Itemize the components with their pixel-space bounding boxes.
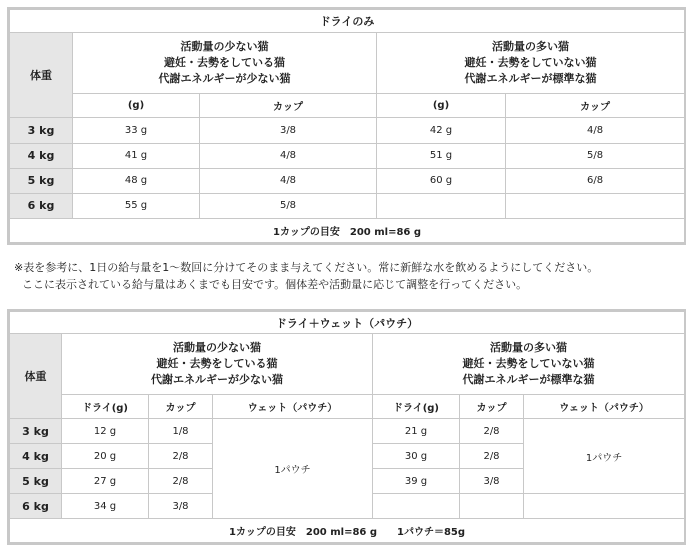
col-cup-high: カップ bbox=[460, 395, 524, 419]
low-cups: 2/8 bbox=[149, 469, 213, 494]
high-grams: 51 g bbox=[377, 143, 506, 168]
high-cups: 2/8 bbox=[460, 444, 524, 469]
row-weight: 5 kg bbox=[10, 469, 62, 494]
high-dry-grams: 39 g bbox=[373, 469, 460, 494]
dry-wet-title: ドライ＋ウェット（パウチ） bbox=[10, 312, 685, 334]
low-grams: 41 g bbox=[73, 143, 200, 168]
high-cups: 6/8 bbox=[506, 168, 685, 193]
col-cup-low: カップ bbox=[200, 94, 377, 118]
row-weight: 5 kg bbox=[10, 168, 73, 193]
high-activity-header: 活動量の多い猫 避妊・去勢をしていない猫 代謝エネルギーが標準な猫 bbox=[373, 334, 685, 395]
col-wet-high: ウェット（パウチ） bbox=[524, 395, 685, 419]
low-activity-header: 活動量の少ない猫 避妊・去勢をしている猫 代謝エネルギーが少ない猫 bbox=[73, 33, 377, 94]
table-row bbox=[10, 168, 685, 193]
col-grams-low: (g) bbox=[73, 94, 200, 118]
low-cups: 2/8 bbox=[149, 444, 213, 469]
feeding-note-line1: ※表を参考に、1日の給与量を1～数回に分けてそのまま与えてください。常に新鮮な水を飲めるようにしてください。 bbox=[14, 261, 599, 274]
high-cups: 5/8 bbox=[506, 143, 685, 168]
dry-wet-table bbox=[9, 311, 685, 543]
low-grams: 33 g bbox=[73, 118, 200, 143]
col-dry-high: ドライ(g) bbox=[373, 395, 460, 419]
high-wet-empty bbox=[524, 494, 685, 519]
high-dry-grams: 21 g bbox=[373, 419, 460, 444]
row-weight: 3 kg bbox=[10, 118, 73, 143]
high-activity-header: 活動量の多い猫 避妊・去勢をしていない猫 代謝エネルギーが標準な猫 bbox=[377, 33, 685, 94]
table-row bbox=[10, 419, 685, 444]
low-cups: 3/8 bbox=[200, 118, 377, 143]
weight-header: 体重 bbox=[10, 33, 73, 118]
low-dry-grams: 12 g bbox=[62, 419, 149, 444]
low-dry-grams: 34 g bbox=[62, 494, 149, 519]
col-grams-high: (g) bbox=[377, 94, 506, 118]
low-cups: 5/8 bbox=[200, 193, 377, 218]
col-wet-low: ウェット（パウチ） bbox=[213, 395, 373, 419]
high-cups: 4/8 bbox=[506, 118, 685, 143]
feeding-note-line2: ここに表示されている給与量はあくまでも目安です。個体差や活動量に応じて調整を行ってください。 bbox=[22, 278, 528, 291]
low-cups: 1/8 bbox=[149, 419, 213, 444]
weight-header: 体重 bbox=[10, 334, 62, 419]
table-row bbox=[10, 143, 685, 168]
high-dry-grams: 30 g bbox=[373, 444, 460, 469]
col-dry-low: ドライ(g) bbox=[62, 395, 149, 419]
table-row bbox=[10, 118, 685, 143]
dry-only-table bbox=[9, 9, 685, 243]
high-cups: 3/8 bbox=[460, 469, 524, 494]
dry-only-title: ドライのみ bbox=[10, 10, 685, 33]
high-grams: 42 g bbox=[377, 118, 506, 143]
col-cup-low: カップ bbox=[149, 395, 213, 419]
high-dry-grams bbox=[373, 494, 460, 519]
high-cups bbox=[506, 193, 685, 218]
low-grams: 55 g bbox=[73, 193, 200, 218]
cup-measure-footer: 1カップの目安 200 ml=86 g bbox=[10, 218, 685, 242]
table-row bbox=[10, 193, 685, 218]
high-wet-pouch: 1パウチ bbox=[524, 419, 685, 494]
row-weight: 3 kg bbox=[10, 419, 62, 444]
row-weight: 4 kg bbox=[10, 143, 73, 168]
low-wet-pouch: 1パウチ bbox=[213, 419, 373, 519]
high-cups: 2/8 bbox=[460, 419, 524, 444]
col-cup-high: カップ bbox=[506, 94, 685, 118]
low-cups: 3/8 bbox=[149, 494, 213, 519]
low-dry-grams: 20 g bbox=[62, 444, 149, 469]
low-activity-header: 活動量の少ない猫 避妊・去勢をしている猫 代謝エネルギーが少ない猫 bbox=[62, 334, 373, 395]
low-cups: 4/8 bbox=[200, 168, 377, 193]
high-grams: 60 g bbox=[377, 168, 506, 193]
low-grams: 48 g bbox=[73, 168, 200, 193]
low-cups: 4/8 bbox=[200, 143, 377, 168]
row-weight: 6 kg bbox=[10, 193, 73, 218]
row-weight: 4 kg bbox=[10, 444, 62, 469]
high-grams bbox=[377, 193, 506, 218]
row-weight: 6 kg bbox=[10, 494, 62, 519]
low-dry-grams: 27 g bbox=[62, 469, 149, 494]
cup-pouch-measure-footer: 1カップの目安 200 ml=86 g 1パウチ＝85g bbox=[10, 519, 685, 543]
high-cups bbox=[460, 494, 524, 519]
